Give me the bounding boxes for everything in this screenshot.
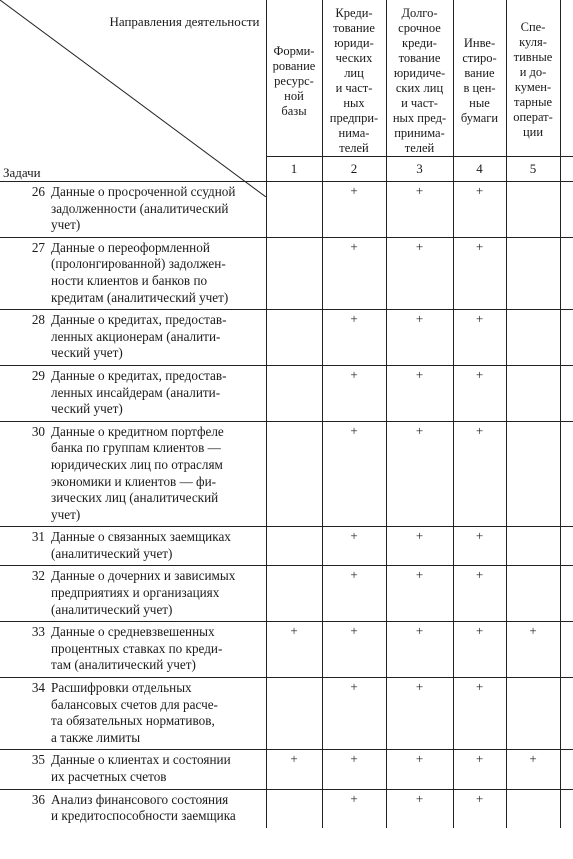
header-col-5-line: тивные — [513, 50, 553, 64]
header-col-1-line: ресурс- — [274, 74, 314, 88]
task-description-line: зических лиц (аналитический — [51, 490, 219, 506]
task-description-line: ленных инсайдерам (аналити- — [51, 384, 221, 400]
header-col-4 — [453, 0, 506, 157]
task-description-line: их расчетных счетов — [51, 769, 167, 784]
column-number-5: 5 — [506, 157, 560, 182]
mark-col-4: + — [453, 789, 506, 828]
task-number: 28 — [0, 310, 51, 366]
mark-col-1 — [266, 182, 322, 238]
mark-col-1 — [266, 237, 322, 309]
task-description-line: (аналитический учет) — [51, 545, 173, 561]
task-number: 34 — [0, 678, 51, 750]
tasks-label: Задачи — [3, 165, 41, 180]
table-row — [0, 421, 573, 527]
task-description-line: ности клиентов и банков по — [51, 272, 208, 288]
mark-col-4: + — [453, 365, 506, 421]
header-col-2-line: юриди- — [334, 36, 374, 50]
task-description-line: экономики и клиентов — фи- — [51, 473, 217, 489]
header-col-1-line: Форми- — [273, 44, 315, 58]
header-col-4-line: в цен- — [463, 81, 496, 95]
header-col-2 — [322, 0, 386, 157]
header-col-5-line: операт- — [513, 110, 553, 124]
mark-col-2: + — [322, 566, 386, 622]
mark-col-2: + — [322, 678, 386, 750]
column-number-1: 1 — [266, 157, 322, 182]
mark-col-5 — [506, 365, 560, 421]
task-number: 31 — [0, 527, 51, 566]
header-col-3-line: креди- — [402, 36, 437, 50]
mark-col-5 — [506, 421, 560, 527]
mark-col-3: + — [386, 750, 453, 789]
task-description — [51, 566, 266, 622]
mark-col-2: + — [322, 750, 386, 789]
task-description-line: ческий учет) — [51, 401, 123, 417]
mark-col-5 — [506, 182, 560, 238]
task-description-line: ческий учет) — [51, 345, 123, 361]
task-description-line: Расшифровки отдельных — [51, 680, 192, 696]
mark-col-4: + — [453, 622, 506, 678]
header-col-1-line: ной — [284, 89, 304, 103]
task-number: 27 — [0, 237, 51, 309]
mark-col-1 — [266, 365, 322, 421]
task-number: 35 — [0, 750, 51, 789]
table-row — [0, 789, 573, 828]
task-description-line: банка по группам клиентов — — [51, 440, 221, 456]
header-col-3-line: юридиче- — [393, 66, 446, 80]
header-col-4-line: вание — [464, 66, 495, 80]
task-number: 32 — [0, 566, 51, 622]
mark-col-1 — [266, 789, 322, 828]
mark-col-3: + — [386, 182, 453, 238]
mark-col-3: + — [386, 421, 453, 527]
task-description-line: Данные о клиентах и состоянии — [51, 752, 231, 768]
header-col-3-line: принима- — [394, 126, 445, 140]
mark-col-5 — [506, 678, 560, 750]
mark-col-4: + — [453, 750, 506, 789]
task-description-line: Данные о кредитах, предостав- — [51, 312, 227, 328]
task-description-line: Данные о связанных заемщиках — [51, 529, 231, 545]
header-col-2-line: лиц — [344, 66, 364, 80]
task-description — [51, 678, 266, 750]
mark-col-2: + — [322, 365, 386, 421]
header-col-extra — [560, 0, 573, 157]
table-row — [0, 365, 573, 421]
mark-col-1 — [266, 310, 322, 366]
mark-col-5: + — [506, 622, 560, 678]
mark-col-3: + — [386, 527, 453, 566]
task-description-line: (аналитический учет) — [51, 601, 173, 617]
header-col-2-line: нима- — [338, 126, 370, 140]
mark-col-5 — [506, 789, 560, 828]
mark-col-1: + — [266, 750, 322, 789]
directions-label: Направления деятельности — [109, 14, 260, 29]
header-col-2-line: ческих — [335, 51, 373, 65]
header-col-3-line: и част- — [401, 96, 438, 110]
task-number: 26 — [0, 182, 51, 238]
mark-col-4: + — [453, 678, 506, 750]
task-description-line: (пролонгированной) задолжен- — [51, 256, 226, 272]
header-row — [0, 0, 573, 157]
header-col-4-line: бумаги — [460, 111, 499, 125]
header-col-3-line: срочное — [398, 21, 441, 35]
mark-col-4: + — [453, 310, 506, 366]
mark-col-2: + — [322, 421, 386, 527]
header-col-4-line: ные — [469, 96, 490, 110]
task-description — [51, 750, 266, 789]
task-description-line: балансовых счетов для расче- — [51, 696, 218, 712]
header-col-3 — [386, 0, 453, 157]
table-row — [0, 566, 573, 622]
mark-col-4: + — [453, 421, 506, 527]
mark-col-2: + — [322, 527, 386, 566]
task-description-line: кредитам (аналитический учет) — [51, 289, 229, 305]
task-description-line: Данные о кредитах, предостав- — [51, 367, 227, 383]
table-body — [0, 182, 573, 828]
mark-col-3: + — [386, 789, 453, 828]
task-description-line: Данные о средневзвешенных — [51, 624, 215, 640]
table-row — [0, 750, 573, 789]
task-number: 29 — [0, 365, 51, 421]
mark-col-4: + — [453, 527, 506, 566]
task-description-line: процентных ставках по креди- — [51, 640, 223, 656]
task-description-line: Данные о переоформленной — [51, 239, 210, 255]
task-description — [51, 527, 266, 566]
table-row — [0, 237, 573, 309]
mark-col-1 — [266, 566, 322, 622]
header-col-3-line: ных пред- — [392, 111, 447, 125]
task-description — [51, 789, 266, 828]
mark-col-2: + — [322, 182, 386, 238]
task-description — [51, 237, 266, 309]
task-description — [51, 421, 266, 527]
header-col-2-line: ных — [343, 96, 365, 110]
task-number: 30 — [0, 421, 51, 527]
header-col-2-line: предпри- — [329, 111, 379, 125]
column-number-4: 4 — [453, 157, 506, 182]
column-number-2: 2 — [322, 157, 386, 182]
mark-col-4: + — [453, 182, 506, 238]
task-description-line: там (аналитический учет) — [51, 657, 196, 673]
task-description-line: Данные о кредитном портфеле — [51, 423, 224, 439]
mark-col-2: + — [322, 622, 386, 678]
column-number-3: 3 — [386, 157, 453, 182]
task-description-line: задолженности (аналитический — [51, 200, 229, 216]
task-description-line: Данные о просроченной ссудной — [51, 184, 236, 199]
mark-col-4: + — [453, 566, 506, 622]
mark-col-2: + — [322, 237, 386, 309]
task-description-line: Данные о дочерних и зависимых — [51, 568, 236, 584]
mark-col-5 — [506, 237, 560, 309]
mark-col-5 — [506, 527, 560, 566]
mark-col-1 — [266, 421, 322, 527]
header-col-2-line: Креди- — [335, 6, 373, 20]
header-col-1-line: рование — [272, 59, 316, 73]
header-col-5-line: куля- — [519, 35, 547, 49]
header-col-5-line: ции — [522, 125, 544, 139]
mark-col-3: + — [386, 566, 453, 622]
task-description-line: учет) — [51, 217, 81, 233]
task-description-line: а также лимиты — [51, 729, 141, 745]
task-number: 36 — [31, 791, 45, 807]
task-description-line: предприятиях и организациях — [51, 585, 220, 601]
task-description-line: юридических лиц по отраслям — [51, 456, 223, 472]
mark-col-3: + — [386, 622, 453, 678]
task-description-line: та обязательных нормативов, — [51, 713, 215, 729]
task-description-line: и кредитоспособности заемщика — [51, 808, 236, 824]
header-col-2-line: телей — [339, 141, 369, 155]
header-col-3-line: телей — [404, 141, 435, 155]
header-col-3-line: тование — [398, 51, 441, 65]
task-number: 33 — [0, 622, 51, 678]
header-col-4-line: Инве- — [463, 36, 496, 50]
task-description-line: ленных акционерам (аналити- — [51, 328, 221, 344]
header-col-4-line: стиро- — [462, 51, 497, 65]
mark-col-3: + — [386, 678, 453, 750]
task-description-line: учет) — [51, 506, 81, 522]
mark-col-5 — [506, 310, 560, 366]
mark-col-2: + — [322, 789, 386, 828]
header-col-5 — [506, 0, 560, 157]
header-col-5-line: и до- — [519, 65, 547, 79]
mark-col-1 — [266, 678, 322, 750]
table-row — [0, 310, 573, 366]
header-col-5-line: кумен- — [514, 80, 552, 94]
header-col-5-line: тарные — [513, 95, 553, 109]
header-col-2-line: и част- — [335, 81, 373, 95]
table-row — [0, 622, 573, 678]
mark-col-5: + — [506, 750, 560, 789]
task-description — [51, 365, 266, 421]
table-row — [0, 527, 573, 566]
table-row — [0, 678, 573, 750]
mark-col-3: + — [386, 310, 453, 366]
header-col-3-line: Долго- — [401, 6, 438, 20]
mark-col-5 — [506, 566, 560, 622]
header-col-1 — [266, 0, 322, 157]
task-description — [51, 310, 266, 366]
header-col-2-line: тование — [333, 21, 375, 35]
mark-col-4: + — [453, 237, 506, 309]
mark-col-2: + — [322, 310, 386, 366]
header-diagonal-cell — [0, 0, 266, 182]
task-description — [51, 622, 266, 678]
mark-col-3: + — [386, 237, 453, 309]
header-col-1-line: базы — [281, 104, 307, 118]
header-col-5-line: Спе- — [520, 20, 546, 34]
task-description-line: Анализ финансового состояния — [51, 791, 229, 807]
mark-col-1: + — [266, 622, 322, 678]
header-col-3-line: ских лиц — [395, 81, 444, 95]
mark-col-3: + — [386, 365, 453, 421]
mark-col-1 — [266, 527, 322, 566]
